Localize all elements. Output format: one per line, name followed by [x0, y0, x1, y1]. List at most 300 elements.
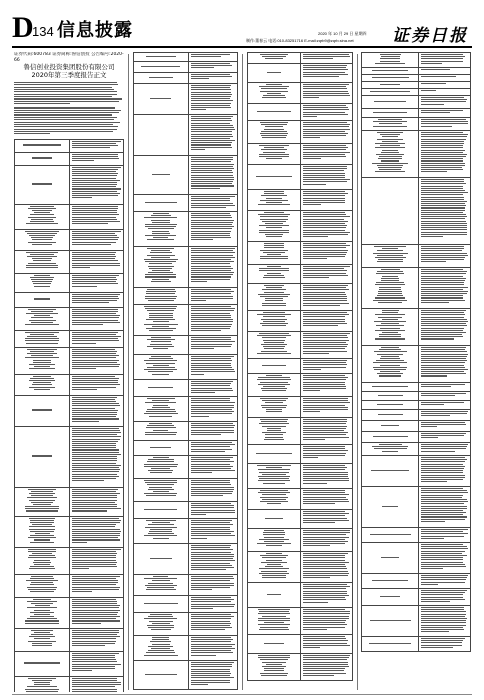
text-line [191, 563, 231, 564]
text-line [191, 296, 234, 297]
text-line [72, 616, 120, 617]
text-line [421, 459, 467, 460]
table-cell [418, 245, 470, 267]
text-line [31, 322, 54, 323]
text-line [421, 395, 454, 396]
text-line [191, 585, 234, 586]
text-line [191, 293, 232, 294]
text-line [28, 489, 55, 490]
text-line [191, 618, 232, 619]
text-line [14, 129, 117, 130]
text-line [72, 355, 119, 356]
text-line [191, 142, 233, 143]
text-line [72, 171, 116, 172]
text-line [377, 404, 404, 405]
text-line [303, 434, 346, 435]
table-row [14, 517, 124, 548]
text-line [421, 253, 466, 254]
text-line [30, 612, 54, 613]
text-line [303, 273, 346, 274]
text-line [31, 491, 53, 492]
text-line [191, 608, 213, 609]
table-cell [188, 115, 237, 155]
text-line [72, 252, 116, 253]
table-row [361, 401, 471, 410]
text-line [380, 54, 401, 55]
text-line [31, 630, 53, 631]
text-line [145, 261, 176, 262]
text-line [303, 636, 345, 637]
text-line [421, 614, 466, 615]
text-line [28, 551, 56, 552]
text-line [260, 250, 287, 251]
text-line [303, 398, 348, 399]
text-line [421, 139, 465, 140]
table-cell [418, 68, 470, 74]
text-line [421, 216, 467, 217]
text-line [374, 369, 407, 370]
table-row [14, 652, 124, 677]
text-line [303, 666, 349, 667]
text-line [421, 481, 447, 482]
text-line [191, 529, 230, 530]
text-line [191, 495, 224, 496]
text-line [29, 368, 54, 369]
text-line [72, 384, 120, 385]
text-line [303, 555, 345, 556]
table-cell [134, 156, 188, 194]
text-line [303, 84, 349, 85]
text-line [191, 407, 234, 408]
text-line [303, 314, 349, 315]
text-line [148, 583, 173, 584]
table-cell [69, 140, 123, 152]
text-line [258, 620, 289, 621]
text-line [26, 252, 58, 253]
text-line [34, 366, 49, 367]
table-cell [134, 247, 188, 287]
text-line [191, 606, 234, 607]
text-line [373, 112, 406, 113]
text-line [303, 553, 348, 554]
text-line [28, 309, 56, 310]
table-cell [188, 212, 237, 246]
table-cell [188, 661, 237, 689]
table-row [14, 677, 124, 692]
text-line [421, 566, 466, 567]
text-line [421, 464, 463, 465]
text-line [26, 580, 59, 581]
text-line [303, 344, 348, 345]
text-line [267, 72, 281, 73]
table-cell [300, 552, 352, 582]
table-cell [300, 190, 352, 210]
table-cell [15, 488, 69, 516]
text-line [381, 160, 398, 161]
table-cell [362, 383, 418, 391]
text-line [303, 645, 350, 646]
text-line [191, 183, 232, 184]
table-cell [134, 575, 188, 595]
text-line [72, 343, 96, 344]
text-line [303, 362, 346, 363]
text-line [303, 643, 347, 644]
table-cell [300, 359, 352, 373]
text-line [374, 246, 407, 247]
bottom-rule [12, 694, 472, 695]
text-line [303, 147, 348, 148]
text-line [262, 557, 285, 558]
text-line [421, 468, 464, 469]
text-line [303, 618, 349, 619]
text-line [191, 423, 233, 424]
table-cell [362, 432, 418, 442]
text-line [151, 281, 171, 282]
text-line [377, 250, 404, 251]
text-line [421, 575, 468, 576]
text-line [303, 97, 319, 98]
text-line [377, 261, 403, 262]
text-line [303, 258, 327, 259]
text-line [146, 520, 176, 521]
text-line [263, 346, 285, 347]
text-line [303, 638, 346, 639]
text-line [72, 188, 121, 189]
text-line [421, 183, 466, 184]
table-row [247, 190, 353, 211]
table-row [133, 247, 238, 288]
text-line [14, 91, 117, 92]
table-cell [134, 53, 188, 61]
text-line [262, 390, 287, 391]
table-row [361, 456, 471, 487]
text-line [149, 77, 173, 78]
text-line [260, 659, 289, 660]
text-line [72, 414, 117, 415]
text-line [303, 520, 349, 521]
text-line [421, 293, 467, 294]
table-row [133, 305, 238, 336]
table-cell [15, 677, 69, 692]
text-line [144, 324, 178, 325]
text-line [191, 487, 234, 488]
table-cell [188, 156, 237, 194]
text-line [259, 225, 288, 226]
table-cell [300, 445, 352, 463]
text-line [260, 200, 288, 201]
text-line [191, 442, 233, 443]
text-line [265, 566, 283, 567]
text-line [303, 591, 347, 592]
text-line [421, 599, 465, 600]
text-line [191, 276, 232, 277]
text-line [421, 150, 465, 151]
text-line [191, 560, 235, 561]
text-line [421, 83, 446, 84]
text-line [191, 200, 231, 201]
text-line [72, 664, 121, 665]
table-cell [188, 544, 237, 574]
text-line [421, 510, 463, 511]
table-cell [15, 140, 69, 152]
text-line [261, 351, 286, 352]
text-line [262, 616, 285, 617]
section-title: 信息披露 [57, 20, 133, 41]
text-line [303, 256, 345, 257]
table-cell [300, 608, 352, 634]
text-line [421, 248, 464, 249]
text-line [421, 257, 464, 258]
text-line [148, 300, 174, 301]
text-line [259, 270, 289, 271]
table-row [361, 118, 471, 131]
text-line [72, 566, 117, 567]
text-line [303, 250, 348, 251]
text-line [303, 575, 348, 576]
text-line [421, 271, 467, 272]
table-row [247, 52, 353, 64]
text-line [370, 620, 411, 621]
text-line [378, 302, 402, 303]
text-line [72, 353, 116, 354]
text-line [30, 542, 54, 543]
text-line [30, 334, 53, 335]
table-cell [248, 529, 300, 551]
text-line [421, 594, 463, 595]
text-line [72, 454, 121, 455]
text-line [191, 339, 232, 340]
text-line [72, 378, 119, 379]
text-line [303, 571, 348, 572]
text-line [303, 234, 348, 235]
text-line [153, 457, 169, 458]
text-line [303, 620, 346, 621]
text-line [191, 300, 207, 301]
text-line [421, 404, 444, 405]
text-line [72, 636, 120, 637]
table-cell [69, 548, 123, 574]
table-cell [69, 331, 123, 347]
text-line [261, 571, 287, 572]
text-line [191, 268, 233, 269]
text-line [72, 217, 116, 218]
text-line [262, 325, 286, 326]
text-line [30, 584, 54, 585]
text-line [72, 645, 105, 646]
text-line [421, 330, 463, 331]
text-line [72, 589, 119, 590]
table-cell [69, 166, 123, 204]
text-line [72, 296, 118, 297]
table-cell [248, 374, 300, 396]
text-line [379, 123, 402, 124]
text-line [191, 120, 233, 121]
text-line [26, 343, 58, 344]
text-line [191, 228, 232, 229]
text-line [153, 538, 169, 539]
text-line [303, 65, 347, 66]
text-line [145, 482, 177, 483]
text-line [191, 344, 232, 345]
text-line [379, 444, 402, 445]
text-line [72, 568, 89, 569]
text-line [191, 289, 231, 290]
text-line [258, 469, 291, 470]
text-line [72, 618, 116, 619]
text-line [421, 577, 467, 578]
text-line [303, 191, 345, 192]
text-line [303, 492, 345, 493]
text-line [258, 657, 290, 658]
text-line [191, 207, 226, 208]
text-line [23, 144, 61, 145]
column-2 [133, 52, 238, 692]
text-line [303, 58, 333, 59]
text-line [72, 237, 119, 238]
table-cell [188, 422, 237, 440]
text-line [72, 416, 116, 417]
table-cell [248, 165, 300, 189]
text-line [149, 317, 173, 318]
text-line [29, 568, 55, 569]
text-line [421, 289, 463, 290]
text-line [191, 556, 234, 557]
text-line [265, 402, 282, 403]
text-line [144, 466, 177, 467]
text-line [32, 409, 53, 410]
text-line [72, 531, 121, 532]
text-line [191, 261, 234, 262]
table-cell [188, 636, 237, 660]
text-line [153, 491, 168, 492]
text-line [72, 275, 119, 276]
table-cell [300, 332, 352, 358]
table-row [14, 274, 124, 293]
text-line [29, 387, 54, 388]
text-line [72, 283, 118, 284]
table-cell [418, 487, 470, 527]
table-row [247, 464, 353, 489]
table-cell [362, 528, 418, 542]
text-line [421, 446, 467, 447]
text-line [303, 360, 347, 361]
text-line [303, 200, 345, 201]
text-line [303, 254, 346, 255]
text-line [72, 659, 116, 660]
table-cell [15, 575, 69, 597]
text-line [303, 400, 348, 401]
text-line [32, 680, 52, 681]
text-line [258, 214, 291, 215]
text-line [72, 336, 121, 337]
text-line [421, 620, 466, 621]
text-line [147, 398, 175, 399]
text-line [191, 308, 235, 309]
text-line [152, 270, 170, 271]
text-line [303, 316, 345, 317]
text-line [303, 430, 344, 431]
text-line [191, 131, 232, 132]
text-line [303, 432, 348, 433]
text-line [265, 437, 282, 438]
table-row [14, 166, 124, 205]
text-line [191, 646, 233, 647]
text-line [259, 268, 289, 269]
text-line [267, 254, 282, 255]
text-line [33, 562, 50, 563]
text-line [191, 402, 235, 403]
table-cell [248, 121, 300, 143]
text-line [373, 253, 408, 254]
text-line [191, 222, 233, 223]
table-row [133, 52, 238, 62]
text-line [72, 449, 119, 450]
text-line [421, 618, 467, 619]
text-line [191, 405, 235, 406]
text-line [191, 464, 230, 465]
text-line [191, 365, 232, 366]
text-line [262, 575, 286, 576]
text-line [72, 502, 115, 503]
text-line [191, 78, 210, 79]
text-line [72, 256, 116, 257]
table-cell [188, 575, 237, 595]
text-line [33, 283, 51, 284]
text-line [375, 63, 404, 64]
table-cell [248, 608, 300, 634]
table-cell [418, 82, 470, 88]
text-line [421, 582, 465, 583]
text-line [421, 282, 464, 283]
text-line [421, 246, 464, 247]
text-line [421, 302, 449, 303]
table-row [14, 427, 124, 488]
table-cell [69, 251, 123, 273]
text-line [146, 652, 175, 653]
table-row [361, 178, 471, 245]
table-row [361, 392, 471, 401]
table-row [361, 109, 471, 118]
text-line [303, 112, 345, 113]
text-line [147, 310, 174, 311]
text-line [34, 539, 51, 540]
text-line [191, 461, 235, 462]
text-line [152, 644, 171, 645]
text-line [31, 582, 53, 583]
text-line [260, 627, 288, 628]
text-line [72, 408, 115, 409]
table-row [361, 96, 471, 109]
text-line [191, 233, 231, 234]
text-line [191, 96, 232, 97]
text-line [381, 269, 400, 270]
text-line [191, 381, 233, 382]
text-line [421, 250, 462, 251]
text-line [32, 643, 52, 644]
text-line [72, 560, 116, 561]
text-line [150, 344, 172, 345]
text-line [72, 518, 119, 519]
text-line [379, 156, 402, 157]
text-line [31, 495, 54, 496]
text-line [191, 326, 232, 327]
table-cell [300, 265, 352, 283]
text-line [257, 543, 290, 544]
text-line [421, 154, 467, 155]
text-line [191, 196, 235, 197]
text-line [72, 267, 90, 268]
text-line [265, 434, 283, 435]
